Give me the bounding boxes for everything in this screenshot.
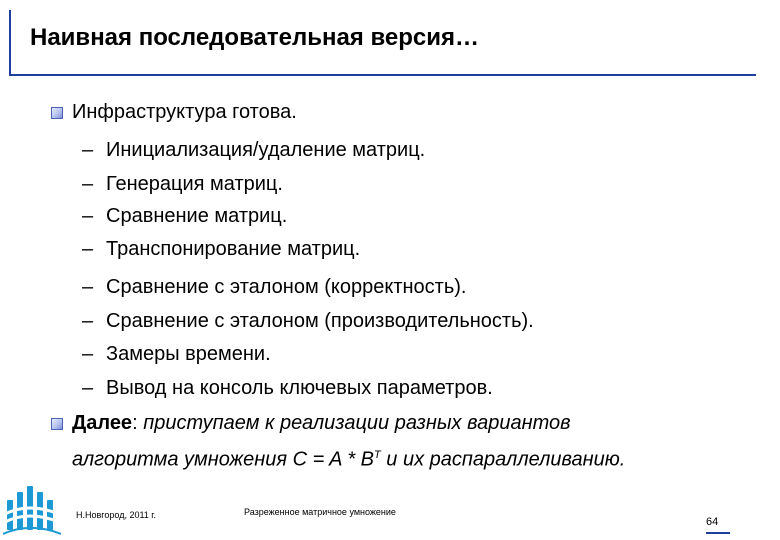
square-bullet-icon: [51, 418, 63, 430]
bullet-2-line-1: [72, 410, 571, 436]
university-logo: [3, 480, 61, 538]
list-item: Инициализация/удаление матриц.: [106, 139, 426, 161]
list-item: Генерация матриц.: [106, 173, 283, 195]
bullet-1-text: Инфраструктура готова.: [72, 101, 297, 123]
dash: –: [82, 343, 94, 365]
dash: –: [82, 276, 94, 298]
dash: –: [82, 173, 94, 195]
dash: –: [82, 310, 94, 332]
page-number: 64: [706, 516, 719, 528]
dash: –: [82, 377, 94, 399]
dash: –: [82, 139, 94, 161]
list-item: Вывод на консоль ключевых параметров.: [106, 377, 493, 399]
list-item: Сравнение с эталоном (производительность).: [106, 310, 534, 332]
list-item: Сравнение матриц.: [106, 205, 288, 227]
slide-title: Наивная последовательная версия…: [30, 24, 480, 51]
footer-title: Разреженное матричное умножение: [244, 507, 396, 517]
dash: –: [82, 205, 94, 227]
superscript-t: T: [374, 449, 381, 461]
bullet-2-text-2b: и их распараллеливанию.: [380, 448, 626, 471]
footer-underline: [706, 532, 730, 534]
list-item: Транспонирование матриц.: [106, 238, 361, 260]
dash: –: [82, 238, 94, 260]
bullet-2-colon: :: [132, 412, 138, 434]
bullet-2-text-2a: алгоритма умножения C = A * B: [72, 448, 374, 471]
square-bullet-icon: [51, 107, 63, 119]
footer-location: Н.Новгород, 2011 г.: [76, 510, 156, 520]
list-item: Замеры времени.: [106, 343, 271, 365]
bullet-2-line-2: [72, 442, 625, 473]
bullet-2-text-1: приступаем к реализации разных вариантов: [143, 412, 571, 434]
list-item: Сравнение с эталоном (корректность).: [106, 276, 467, 298]
bullet-2-label: Далее: [72, 412, 133, 434]
